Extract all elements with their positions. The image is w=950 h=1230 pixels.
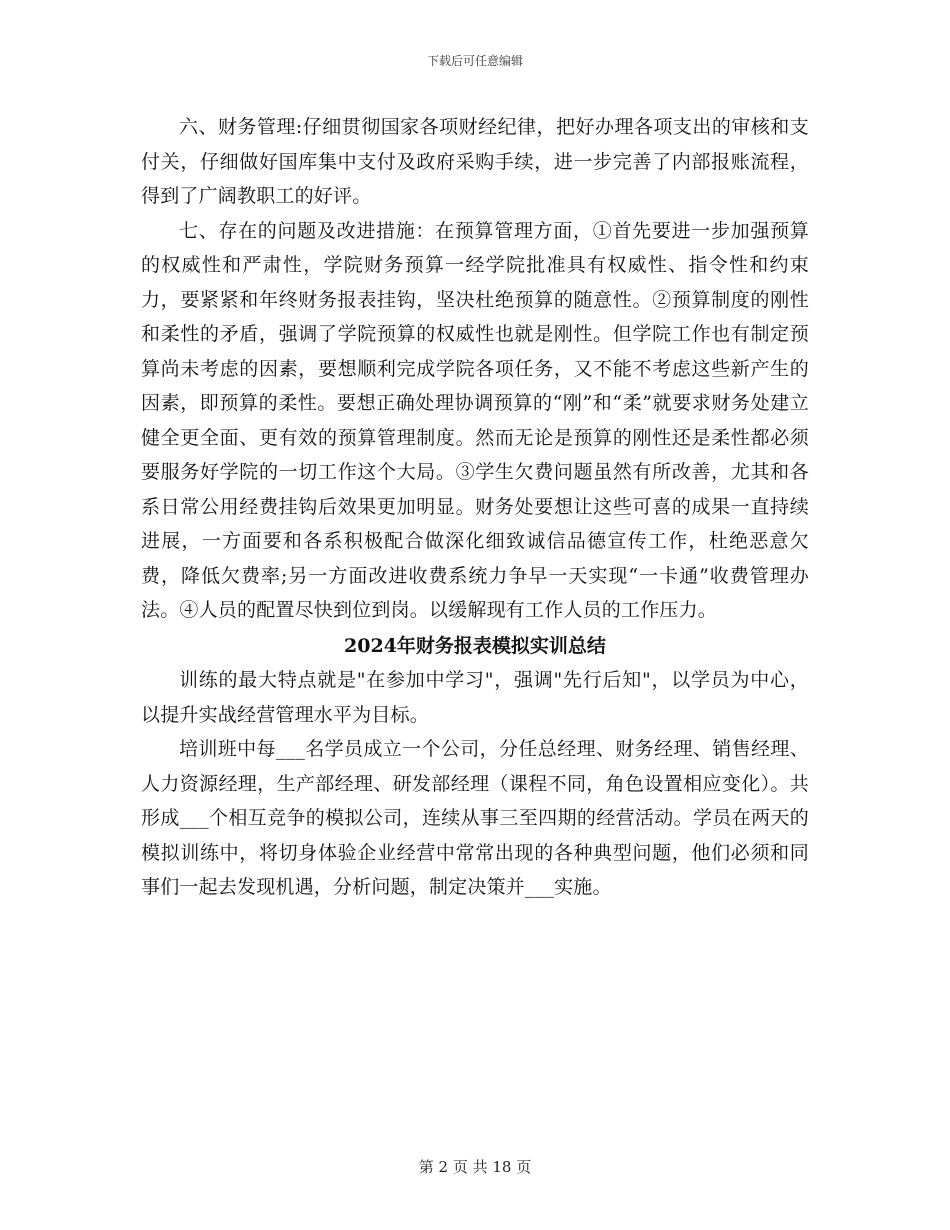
section-title: 2024年财务报表模拟实训总结 <box>344 634 606 657</box>
document-body <box>141 110 809 905</box>
paragraph-training-setup: 培训班中每___名学员成立一个公司，分任总经理、财务经理、销售经理、人力资源经理，生产部经理、研发部经理（课程不同，角色设置相应变化）。共形成___个相互竞争的模拟公司，连续从事三至四期的经营活动。学员在两天的模拟训练中，将切身体验企业经营中常常出现的各种典型问题，他们必须和同事们一起去发现机遇，分析问题，制定决策并___实施。 <box>141 738 809 898</box>
paragraph-financial-management: 六、财务管理:仔细贯彻国家各项财经纪律，把好办理各项支出的审核和支付关，仔细做好国库集中支付及政府采购手续，进一步完善了内部报账流程，得到了广阔教职工的好评。 <box>141 116 809 207</box>
paragraph-problems-and-improvements: 七、存在的问题及改进措施：在预算管理方面，①首先要进一步加强预算的权威性和严肃性，学院财务预算一经学院批准具有权威性、指令性和约束力，要紧紧和年终财务报表挂钩，坚决杜绝预算的随意性。②预算制度的刚性和柔性的矛盾，强调了学院预算的权威性也就是刚性。但学院工作也有制定预算尚未考虑的因素，要想顺利完成学院各项任务，又不能不考虑这些新产生的因素，即预算的柔性。要想正确处理协调预算的“刚”和“柔”就要求财务处建立健全更全面、更有效的预算管理制度。然而无论是预算的刚性还是柔性都必须要服务好学院的一切工作这个大局。③学生欠费问题虽然有所改善，尤其和各系日常公用经费挂钩后效果更加明显。财务处要想让这些可喜的成果一直持续进展，一方面要和各系积极配合做深化细致诚信品德宣传工作，杜绝恶意欠费，降低欠费率;另一方面改进收费系统力争早一天实现“一卡通”收费管理办法。④人员的配置尽快到位到岗。以缓解现有工作人员的工作压力。 <box>141 219 809 621</box>
page-header: 下载后可任意编辑 <box>426 54 523 68</box>
paragraph-training-features: 训练的最大特点就是"在参加中学习"，强调"先行后知"，以学员为中心，以提升实战经营管理水平为目标。 <box>141 669 809 726</box>
page-footer: 第 2 页 共 18 页 <box>418 1158 532 1176</box>
